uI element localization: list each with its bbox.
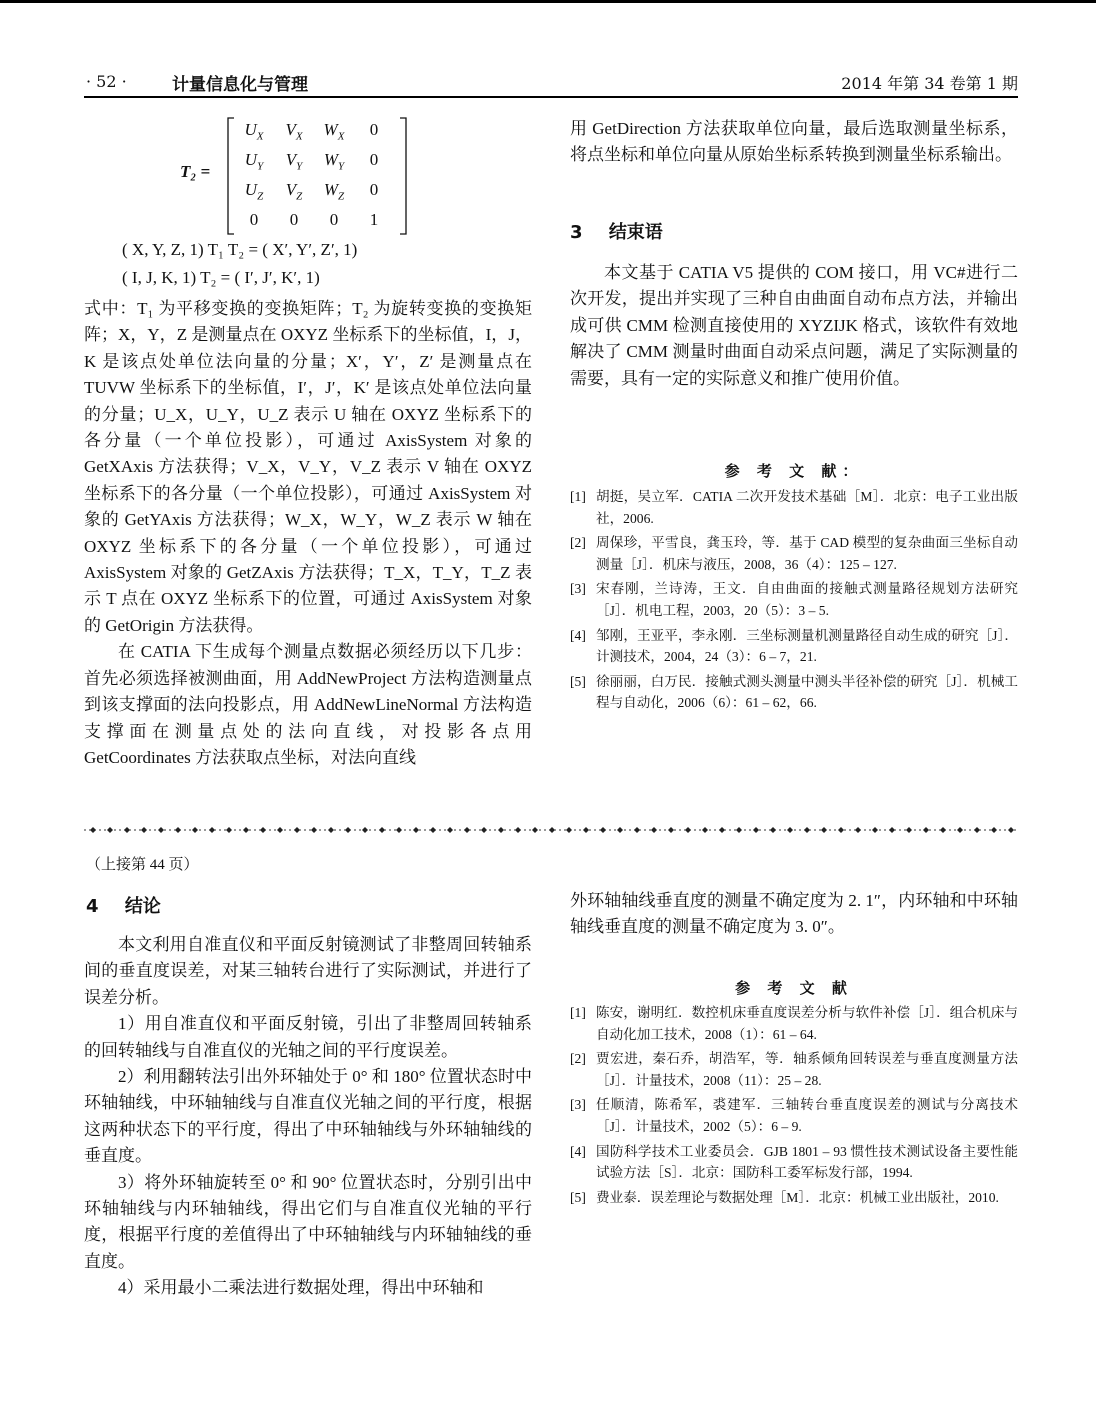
page-number: · 52 · <box>86 72 127 91</box>
left-column-bottom <box>84 932 532 1302</box>
right-column-bottom-text <box>570 888 1018 941</box>
paragraph-intro: 本文利用自准直仪和平面反射镜测试了非整周回转轴系间的垂直度误差，对某三轴转台进行了实际测试，并进行了误差分析。 <box>84 935 532 1007</box>
references-title-bottom: 参 考 文 献 <box>735 979 853 997</box>
matrix-cell: $U_Z$ <box>244 180 264 203</box>
reference-item <box>570 1094 1018 1137</box>
paragraph-continued: 用 GetDirection 方法获取单位向量，最后选取测量坐标系，将点坐标和单位向量从原始坐标系转换到测量坐标系输出。 <box>570 119 1018 165</box>
left-column-top <box>84 296 532 771</box>
matrix-cell: $V_X$ <box>285 120 303 143</box>
reference-text: 邹刚，王亚平，李永刚．三坐标测量机测量路径自动生成的研究［J］．计测技术，2004，24（3）：6 – 7，21. <box>596 627 1018 665</box>
reference-item <box>570 486 1018 529</box>
paragraph-catia-steps: 在 CATIA 下生成每个测量点数据必须经历以下几步：首先必须选择被测曲面，用 AddNewProject 方法构造测量点到该支撑面的法向投影点，用 AddNewLineNormal 方法构造支撑面在测量点处的法向直线，对投影各点用 GetCoordinates 方法获取点坐标，对法向直线 <box>84 642 532 767</box>
reference-item <box>570 532 1018 575</box>
matrix-cell: 0 <box>329 210 339 229</box>
top-border <box>0 0 1096 3</box>
reference-text: 费业泰．误差理论与数据处理［M］．北京：机械工业出版社，2010. <box>596 1189 999 1205</box>
equation-1: ( X, Y, Z, 1) T₁ T₂ = ( X′, Y′, Z′, 1) <box>122 240 358 259</box>
reference-item <box>570 625 1018 668</box>
section-3-number: 3 <box>570 222 583 243</box>
reference-number: [1] <box>570 1005 586 1020</box>
matrix-cell: 1 <box>369 210 379 229</box>
reference-text: 国防科学技术工业委员会．GJB 1801 – 93 惯性技术测试设备主要性能试验方法［S］．北京：国防科工委军标发行部，1994. <box>596 1143 1018 1181</box>
reference-item <box>570 1002 1018 1045</box>
header-rule <box>84 96 1018 98</box>
conclusion-block <box>570 260 1018 392</box>
matrix-cell: $W_X$ <box>323 120 345 143</box>
reference-text: 周保珍，平雪良，龚玉玲，等．基于 CAD 模型的复杂曲面三坐标自动测量［J］．机床与液压，2008，36（4）：125 – 127. <box>596 535 1018 572</box>
references-list-bottom <box>570 1002 1018 1211</box>
paragraph-formula-explanation: 式中：T₁ 为平移变换的变换矩阵；T₂ 为旋转变换的变换矩阵；X，Y，Z 是测量点在 OXYZ 坐标系下的坐标值，I，J，K 是该点处单位法向量的分量；X′，Y′，Z′ 是测量点在 TUVW 坐标系下的坐标值，I′，J′，K′ 是该点处单位法向量的分量；U_X，U_Y，U_Z 表示 U 轴在 OXYZ 坐标系下的各分量（一个单位投影），可通过 AxisSystem 对象的 GetXAxis 方法获得；V_X，V_Y，V_Z 表示 V 轴在 OXYZ 坐标系下的各分量（一个单位投影），可通过 AxisSystem 对象的 GetYAxis 方法获得；W_X，W_Y，W_Z 表示 W 轴在 OXYZ 坐标系下的各分量（一个单位投影），可通过 AxisSystem 对象的 GetZAxis 方法获得；T_X，T_Y，T_Z 表示 T 点在 OXYZ 坐标系下的位置，可通过 AxisSystem 对象的 GetOrigin 方法获得。 <box>84 299 532 635</box>
reference-number: [3] <box>570 1097 586 1113</box>
matrix-cell: $V_Y$ <box>285 150 303 173</box>
paragraph-conclusion: 本文基于 CATIA V5 提供的 COM 接口，用 VC#进行二次开发，提出并实现了三种自由曲面自动布点方法，并输出成可供 CMM 检测直接使用的 XYZIJK 格式，该软件有效地解决了 CMM 测量时曲面自动采点问题，满足了实际测量的需要，具有一定的实际意义和推广使用价值。 <box>570 263 1018 388</box>
reference-number: [2] <box>570 535 586 551</box>
reference-number: [5] <box>570 1189 586 1205</box>
matrix-cell: 0 <box>369 150 379 169</box>
reference-item <box>570 671 1018 714</box>
issue-info: 2014 年第 34 卷第 1 期 <box>841 74 1018 93</box>
reference-item <box>570 1141 1018 1184</box>
reference-text: 任顺清，陈希军，裘建军．三轴转台垂直度误差的测试与分离技术［J］．计量技术，2002（5）：6 – 9. <box>596 1097 1018 1134</box>
matrix-t2 <box>180 116 410 236</box>
reference-item <box>570 578 1018 621</box>
section-4-title: 结论 <box>124 896 161 917</box>
matrix-cell: 0 <box>249 210 259 229</box>
reference-number: [4] <box>570 1143 586 1159</box>
reference-number: [1] <box>570 489 586 504</box>
paragraph-item-3: 3）将外环轴旋转至 0° 和 90° 位置状态时，分别引出中环轴轴线与内环轴轴线，得出它们与自准直仪光轴的平行度，根据平行度的差值得出了中环轴轴线与内环轴轴线的垂直度。 <box>84 1172 532 1271</box>
equation-2: ( I, J, K, 1) T₂ = ( I′, J′, K′, 1) <box>122 268 320 287</box>
reference-item <box>570 1048 1018 1091</box>
section-3-heading <box>570 218 663 244</box>
reference-text: 贾宏进，秦石乔，胡浩军，等．轴系倾角回转误差与垂直度测量方法［J］．计量技术，2008（11）：25 – 28. <box>596 1051 1018 1088</box>
paragraph-item-1: 1）用自准直仪和平面反射镜，引出了非整周回转轴系的回转轴线与自准直仪的光轴之间的平行度误差。 <box>84 1014 532 1060</box>
paragraph-uncertainty: 外环轴轴线垂直度的测量不确定度为 2. 1″，内环轴和中环轴轴线垂直度的测量不确定度为 3. 0″。 <box>570 891 1018 937</box>
matrix-cell: $U_Y$ <box>244 150 264 173</box>
paragraph-item-2: 2）利用翻转法引出外环轴处于 0° 和 180° 位置状态时中环轴轴线，中环轴轴线与自准直仪光轴之间的平行度，根据这两种状态下的平行度，得出了中环轴轴线与外环轴轴线的垂直度。 <box>84 1067 532 1166</box>
reference-text: 徐丽丽，白万民．接触式测头测量中测头半径补偿的研究［J］．机械工程与自动化，2006（6）：61 – 62，66. <box>596 673 1018 711</box>
reference-text: 宋春刚，兰诗涛，王文．自由曲面的接触式测量路径规划方法研究［J］．机电工程，2003，20（5）：3 – 5. <box>596 581 1018 618</box>
right-column-top-text <box>570 116 1018 169</box>
section-4-number: 4 <box>86 896 99 917</box>
section-3-title: 结束语 <box>608 222 663 243</box>
matrix-cell: $W_Z$ <box>323 180 345 203</box>
section-4-heading <box>86 892 161 918</box>
reference-number: [5] <box>570 673 586 689</box>
reference-item <box>570 1187 1018 1209</box>
section-divider <box>84 826 1018 834</box>
continuation-note: （上接第 44 页） <box>86 857 199 873</box>
reference-number: [3] <box>570 581 586 597</box>
matrix-cell: $W_Y$ <box>323 150 345 173</box>
reference-number: [4] <box>570 627 586 643</box>
reference-number: [2] <box>570 1051 586 1067</box>
matrix-cell: 0 <box>369 180 379 199</box>
references-title-top: 参 考 文 献： <box>724 462 864 480</box>
references-list-top <box>570 486 1018 717</box>
journal-title: 计量信息化与管理 <box>172 75 308 95</box>
matrix-label: T₂ = <box>180 162 211 181</box>
matrix-cell: $U_X$ <box>244 120 264 143</box>
matrix-cell: 0 <box>369 120 379 139</box>
reference-text: 胡挺，吴立军．CATIA 二次开发技术基础［M］．北京：电子工业出版社，2006. <box>596 489 1018 526</box>
paragraph-item-4: 4）采用最小二乘法进行数据处理，得出中环轴和 <box>118 1278 484 1298</box>
matrix-cell: 0 <box>289 210 299 229</box>
matrix-cell: $V_Z$ <box>285 180 303 203</box>
reference-text: 陈安，谢明红．数控机床垂直度误差分析与软件补偿［J］．组合机床与自动化加工技术，2008（1）：61 – 64. <box>596 1005 1018 1042</box>
